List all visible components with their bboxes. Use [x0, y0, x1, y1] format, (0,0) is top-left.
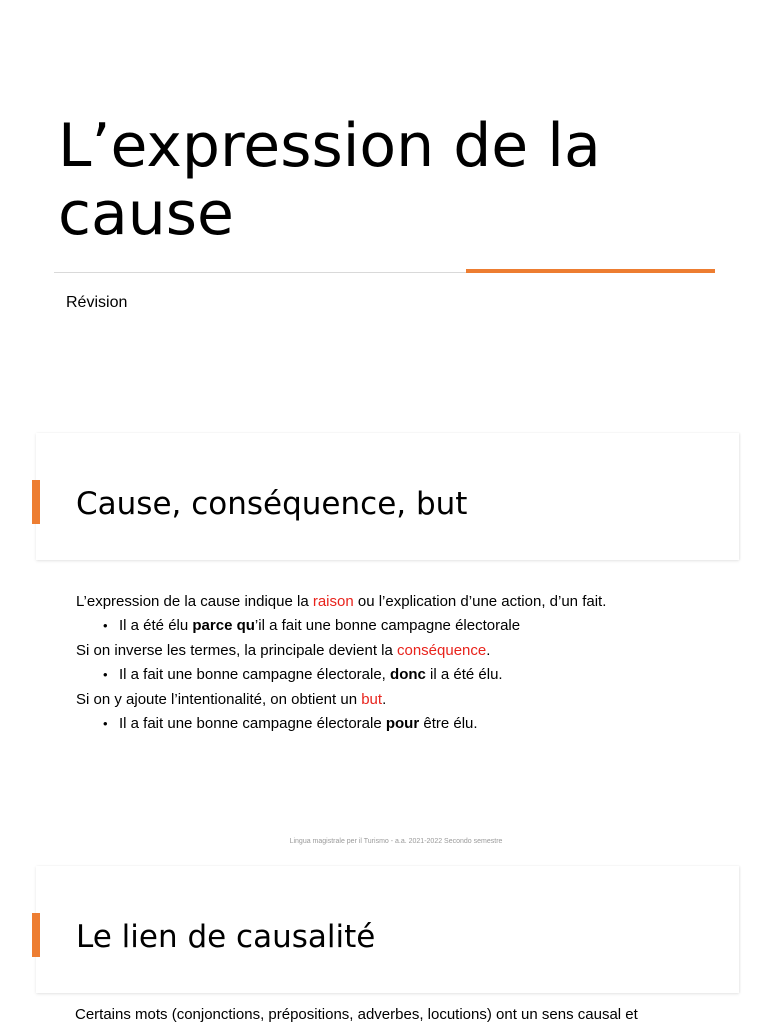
highlight-raison: raison: [312, 593, 354, 610]
bullet-example-consequence: [76, 663, 736, 688]
highlight-consequence: conséquence: [397, 642, 487, 659]
title-line-2: cause: [58, 179, 234, 249]
paragraph-consequence: [76, 639, 736, 663]
slide-3-header-card: [36, 866, 739, 993]
text: Si on inverse les termes, la principale devient la: [76, 642, 397, 659]
text: Si on y ajoute l’intentionalité, on obtient un: [76, 691, 362, 708]
slide-2-body: [76, 590, 736, 737]
bullet-example-but: [76, 712, 736, 737]
text: Il a fait une bonne campagne électorale,: [119, 666, 391, 683]
title-line-1: L’expression de la: [58, 111, 601, 181]
text: ou l’explication d’une action, d’un fait.: [353, 593, 607, 610]
text: .: [382, 691, 387, 708]
highlight-but: but: [361, 691, 383, 708]
text: ’il a fait une bonne campagne électorale: [254, 617, 521, 634]
presentation-title: [58, 112, 738, 248]
bold-parce-qu: parce qu: [192, 617, 255, 634]
bold-pour: pour: [385, 715, 420, 732]
slide-2-header-card: [36, 433, 739, 560]
slide-3-accent-bar: [32, 913, 40, 957]
bold-donc: donc: [390, 666, 426, 683]
slide-footer: Lingua magistrale per il Turismo - a.a. 2021-2022 Secondo semestre: [289, 838, 503, 845]
text: L’expression de la cause indique la: [76, 593, 313, 610]
text: .: [486, 642, 491, 659]
paragraph-but: [76, 688, 736, 712]
text: Il a été élu: [119, 617, 193, 634]
title-accent-bar: [466, 269, 715, 273]
slide-3-title: Le lien de causalité: [76, 919, 376, 955]
slide-3-body: Certains mots (conjonctions, prépositions, adverbes, locutions) ont un sens causal et: [75, 1006, 638, 1023]
slide-2-title: Cause, conséquence, but: [76, 486, 468, 522]
text: il a été élu.: [425, 666, 503, 683]
paragraph-cause: [76, 590, 736, 614]
bullet-example-cause: [76, 614, 736, 639]
presentation-subtitle: Révision: [66, 294, 128, 311]
slide-2-accent-bar: [32, 480, 40, 524]
text: être élu.: [419, 715, 478, 732]
text: Il a fait une bonne campagne électorale: [119, 715, 386, 732]
